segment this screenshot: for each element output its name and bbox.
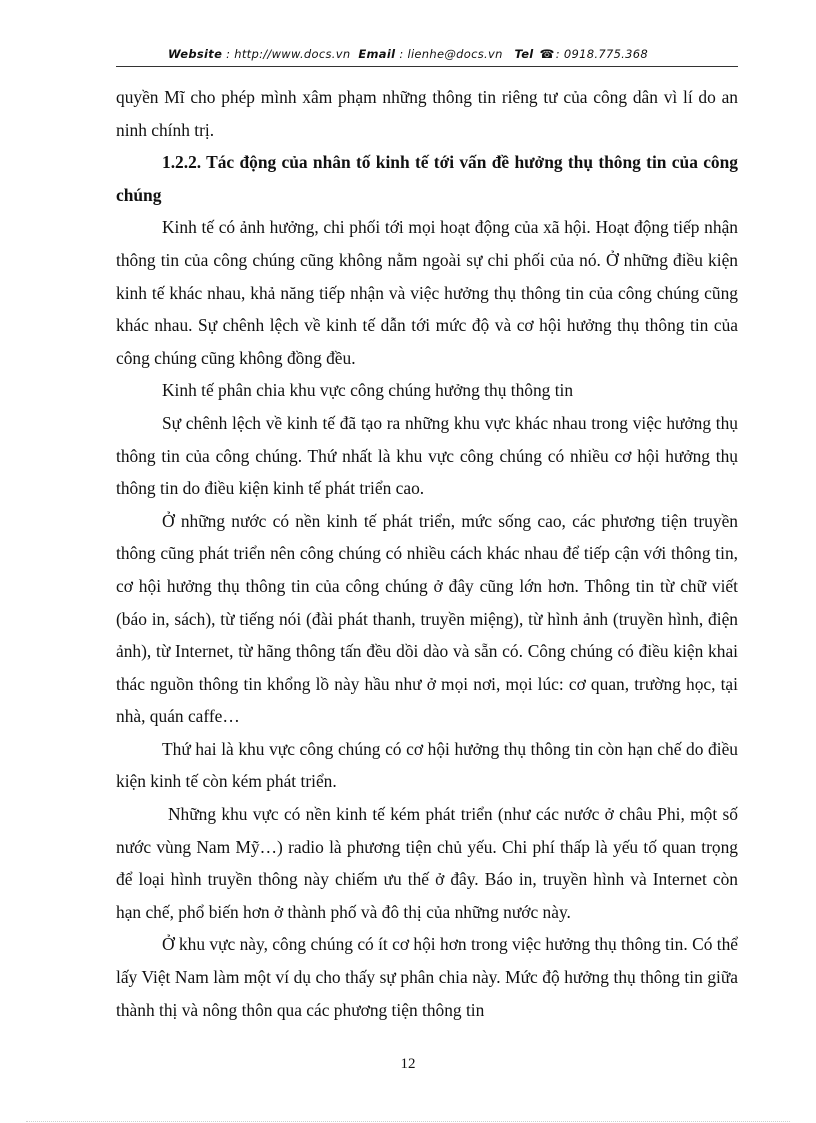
tel-label: Tel	[514, 47, 534, 61]
paragraph: Ở khu vực này, công chúng có ít cơ hội hơn trong việc hưởng thụ thông tin. Có thể lấy Việt Nam làm một ví dụ cho thấy sự phân chia này. Mức độ hưởng thụ thông tin giữa thành thị và nông thôn qua các phương tiện thông tin	[116, 934, 738, 1020]
header-divider	[116, 66, 738, 67]
paragraph: Những khu vực có nền kinh tế kém phát triển (như các nước ở châu Phi, một số nước vùng Nam Mỹ…) radio là phương tiện chủ yếu. Chi phí thấp là yếu tố quan trọng để loại hình truyền thông này chiếm ưu thế ở đây. Báo in, truyền hình và Internet còn hạn chế, phổ biến hơn ở thành phố và đô thị của những nước này.	[116, 804, 738, 922]
website-label: Website	[168, 47, 223, 61]
paragraph: Ở những nước có nền kinh tế phát triển, mức sống cao, các phương tiện truyền thông cũng phát triển nên công chúng có nhiều cách khác nhau để tiếp cận với thông tin, cơ hội hưởng thụ thông tin của công chúng ở đây cũng lớn hơn. Thông tin từ chữ viết (báo in, sách), từ tiếng nói (đài phát thanh, truyền miệng), từ hình ảnh (truyền hình, điện ảnh), từ Internet, từ hãng thông tấn đều dồi dào và sẵn có. Công chúng có điều kiện khai thác nguồn thông tin khổng lồ này hầu như ở mọi nơi, mọi lúc: cơ quan, trường học, tại nhà, quán caffe…	[116, 510, 738, 727]
paragraph: Kinh tế có ảnh hưởng, chi phối tới mọi hoạt động của xã hội. Hoạt động tiếp nhận thông tin của công chúng cũng không nằm ngoài sự chi phối của nó. Ở những điều kiện kinh tế khác nhau, khả năng tiếp nhận và việc hưởng thụ thông tin của công chúng cũng khác nhau. Sự chênh lệch về kinh tế dẫn tới mức độ và cơ hội hưởng thụ thông tin của công chúng cũng không đồng đều.	[116, 217, 738, 368]
paragraph-continuation: quyền Mĩ cho phép mình xâm phạm những thông tin riêng tư của công dân vì lí do an ninh chính trị.	[116, 87, 738, 140]
paragraph: Kinh tế phân chia khu vực công chúng hưởng thụ thông tin	[162, 380, 574, 401]
tel-number: : 0918.775.368	[555, 47, 648, 61]
email-address[interactable]: : lienhe@docs.vn	[399, 47, 503, 61]
page-number: 12	[400, 1056, 416, 1072]
paragraph: Thứ hai là khu vực công chúng có cơ hội hưởng thụ thông tin còn hạn chế do điều kiện kinh tế còn kém phát triển.	[116, 738, 738, 792]
document-body	[116, 81, 738, 1026]
website-url[interactable]: : http://www.docs.vn	[226, 47, 351, 61]
phone-icon: ☎	[539, 47, 555, 61]
page-bottom-border	[26, 1121, 790, 1122]
email-label: Email	[358, 47, 396, 61]
page-header	[0, 47, 816, 61]
section-heading: 1.2.2. Tác động của nhân tố kinh tế tới vấn đề hưởng thụ thông tin của công chúng	[116, 152, 738, 205]
paragraph: Sự chênh lệch về kinh tế đã tạo ra những khu vực khác nhau trong việc hưởng thụ thông tin của công chúng. Thứ nhất là khu vực công chúng có nhiều cơ hội hưởng thụ thông tin do điều kiện kinh tế phát triển cao.	[116, 412, 738, 499]
